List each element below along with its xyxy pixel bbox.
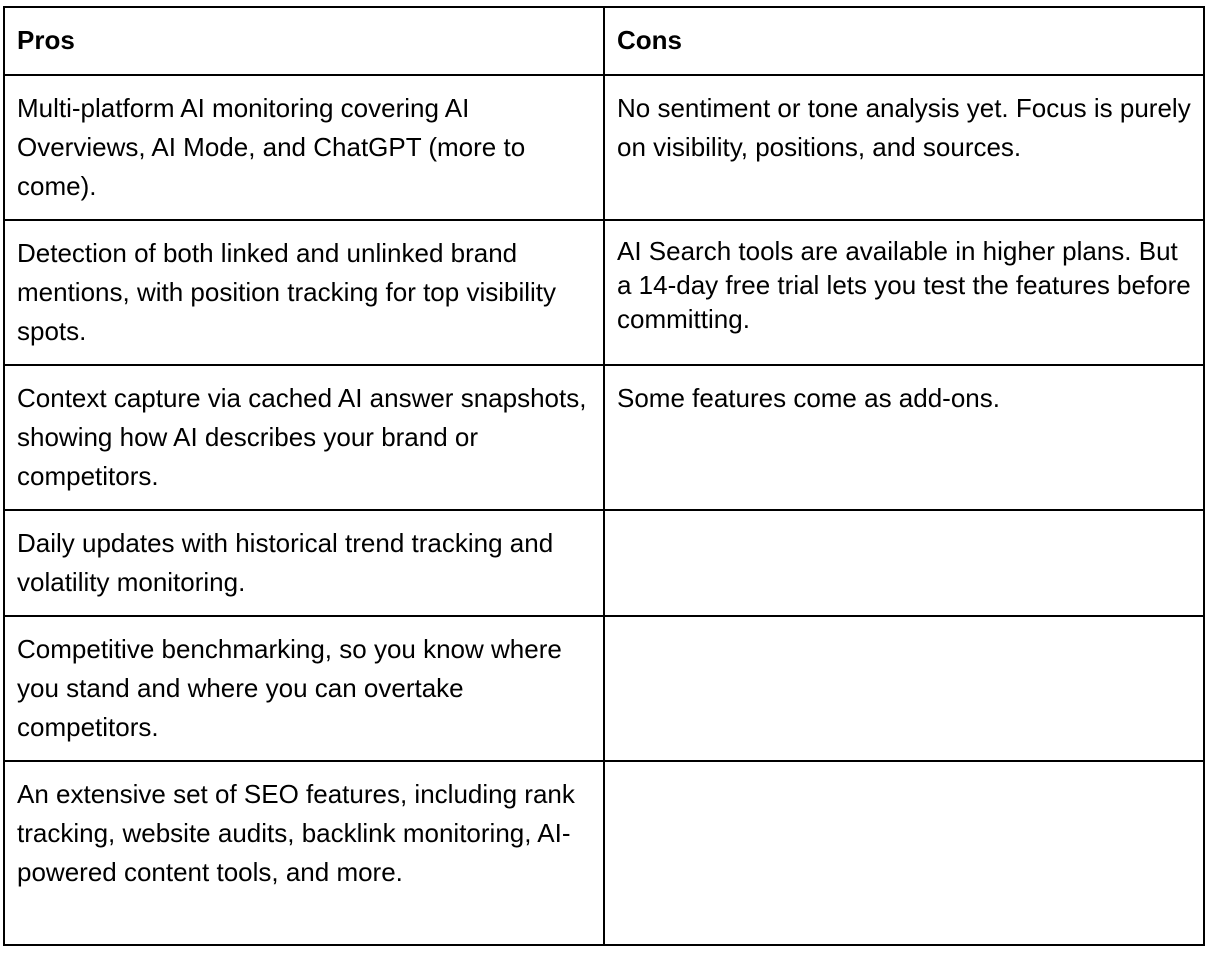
con-cell: Some features come as add-ons.: [604, 365, 1204, 510]
table-row: [4, 75, 1204, 220]
pro-cell: Context capture via cached AI answer snapshots, showing how AI describes your brand or competitors.: [4, 365, 604, 510]
pros-cons-table: [3, 6, 1205, 946]
table-row: [4, 510, 1204, 616]
table-header-row: [4, 7, 1204, 75]
pro-cell: Daily updates with historical trend tracking and volatility monitoring.: [4, 510, 604, 616]
con-cell: [604, 616, 1204, 761]
table-row: [4, 616, 1204, 761]
con-cell: [604, 761, 1204, 945]
cons-column-header: Cons: [604, 7, 1204, 75]
table-row: [4, 761, 1204, 945]
pros-column-header: Pros: [4, 7, 604, 75]
table-row: [4, 220, 1204, 365]
table-row: [4, 365, 1204, 510]
pros-cons-table-container: [3, 6, 1203, 946]
pro-cell: Multi-platform AI monitoring covering AI Overviews, AI Mode, and ChatGPT (more to come).: [4, 75, 604, 220]
con-cell: AI Search tools are available in higher plans. But a 14-day free trial lets you test the features before committing.: [604, 220, 1204, 365]
pro-cell: An extensive set of SEO features, including rank tracking, website audits, backlink monitoring, AI-powered content tools, and more.: [4, 761, 604, 945]
con-cell: No sentiment or tone analysis yet. Focus is purely on visibility, positions, and sources.: [604, 75, 1204, 220]
pro-cell: Competitive benchmarking, so you know where you stand and where you can overtake competitors.: [4, 616, 604, 761]
con-cell: [604, 510, 1204, 616]
pro-cell: Detection of both linked and unlinked brand mentions, with position tracking for top visibility spots.: [4, 220, 604, 365]
